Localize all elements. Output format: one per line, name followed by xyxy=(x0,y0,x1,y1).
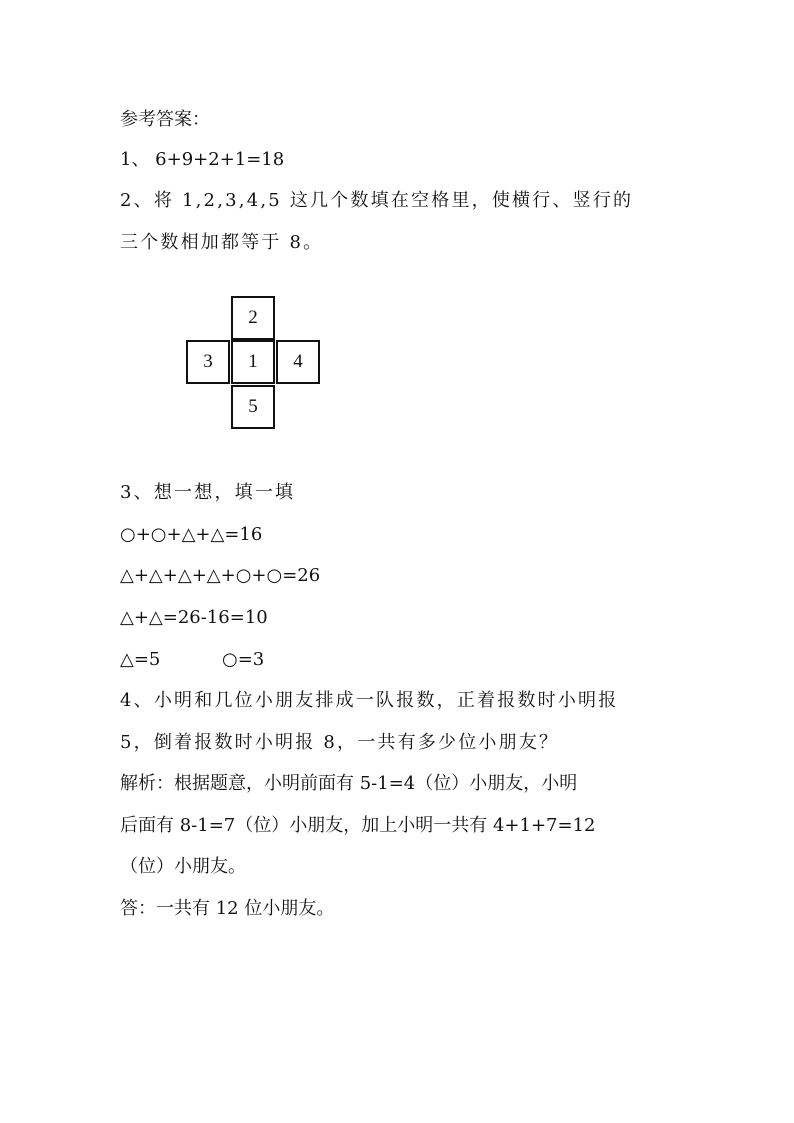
grid-cell-left: 3 xyxy=(186,340,230,384)
grid-cell-top: 2 xyxy=(231,296,275,340)
q1-answer: 1、 6+9+2+1=18 xyxy=(120,149,285,170)
q4-analysis-3: （位）小朋友。 xyxy=(120,856,246,877)
q3-answer-triangle: △=5 xyxy=(120,649,161,670)
grid-cell-right: 4 xyxy=(276,340,320,384)
q4-analysis-2: 后面有 8-1=7（位）小朋友，加上小明一共有 4+1+7=12 xyxy=(120,815,596,836)
grid-cell-center: 1 xyxy=(231,340,275,384)
q3-answer-circle: ○=3 xyxy=(222,649,265,670)
q3-equation-3: △+△=26-16=10 xyxy=(120,607,268,628)
q2-line-1: 2、将 1,2,3,4,5 这几个数填在空格里，使横行、竖行的 xyxy=(120,190,634,211)
q3-equation-1: ○+○+△+△=16 xyxy=(120,524,263,545)
q4-line-2: 5，倒着报数时小明报 8，一共有多少位小朋友？ xyxy=(120,732,560,753)
q2-line-2: 三个数相加都等于 8。 xyxy=(120,232,324,253)
grid-cell-bottom: 5 xyxy=(231,385,275,429)
q4-analysis-1: 解析：根据题意，小明前面有 5-1=4（位）小朋友，小明 xyxy=(120,773,578,794)
answer-heading: 参考答案： xyxy=(120,109,210,130)
q3-equation-2: △+△+△+△+○+○=26 xyxy=(120,565,321,586)
q4-answer: 答：一共有 12 位小朋友。 xyxy=(120,898,335,919)
q3-title: 3、想一想，填一填 xyxy=(120,482,296,503)
q4-line-1: 4、小明和几位小朋友排成一队报数，正着报数时小明报 xyxy=(120,690,619,711)
